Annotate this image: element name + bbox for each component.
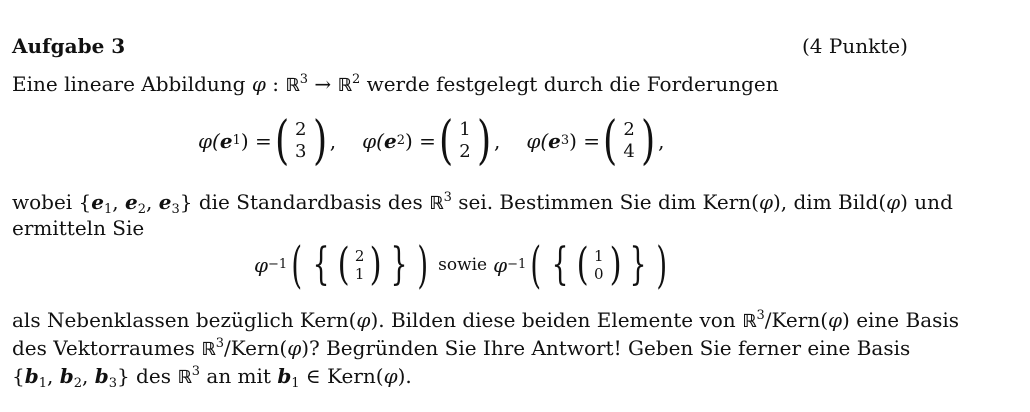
- column-vector-1: 2 3: [295, 119, 307, 162]
- preimage-vector-1: 2 1: [354, 247, 365, 283]
- equation-phi-e2: φ( e 2 ) = ( 1 2 ) ,: [362, 111, 501, 171]
- preimage-vector-2: 1 0: [594, 247, 604, 283]
- paragraph-line-6: {$b_1$, $b_2$, $b_3$} des ℝ$^3$ an mit $b_1$ ∈ Kern(φ).: [12, 364, 412, 391]
- exercise-points: (4 Punkte): [802, 34, 908, 58]
- column-vector-3: 2 4: [623, 119, 635, 162]
- paragraph-line-4: als Nebenklassen bezüglich Kern(φ). Bilden diese beiden Elemente von ℝ$^3$/Kern(φ) eine Basis: [12, 308, 960, 332]
- equation-phi-e3: φ( e 3 ) = ( 2 4 ) ,: [526, 111, 665, 171]
- column-vector-2: 1 2: [459, 119, 471, 162]
- paragraph-line-1: Eine lineare Abbildung φ : ℝ$^3$ → ℝ$^2$ werde festgelegt durch die Forderungen: [12, 72, 779, 96]
- equation-phi-e1: φ( e 1 ) = ( 2 3 ) ,: [198, 111, 337, 171]
- paragraph-line-5: des Vektorraumes ℝ$^3$/Kern(φ)? Begründen Sie Ihre Antwort! Geben Sie ferner eine Basis: [12, 336, 911, 360]
- exercise-title: Aufgabe 3: [12, 34, 126, 58]
- word-sowie: sowie: [438, 255, 488, 275]
- display-equation-1: [196, 111, 666, 171]
- display-equation-2: φ −1 ( { ( 2 1 ) } ) sowie φ −1 ( { ( 1 0 ) } ): [254, 236, 667, 294]
- paragraph-line-2: wobei {$e_1$, $e_2$, $e_3$} die Standardbasis des ℝ$^3$ sei. Bestimmen Sie dim Kern(φ), dim Bild(φ) und: [12, 190, 953, 217]
- paragraph-line-3: ermitteln Sie: [12, 216, 145, 240]
